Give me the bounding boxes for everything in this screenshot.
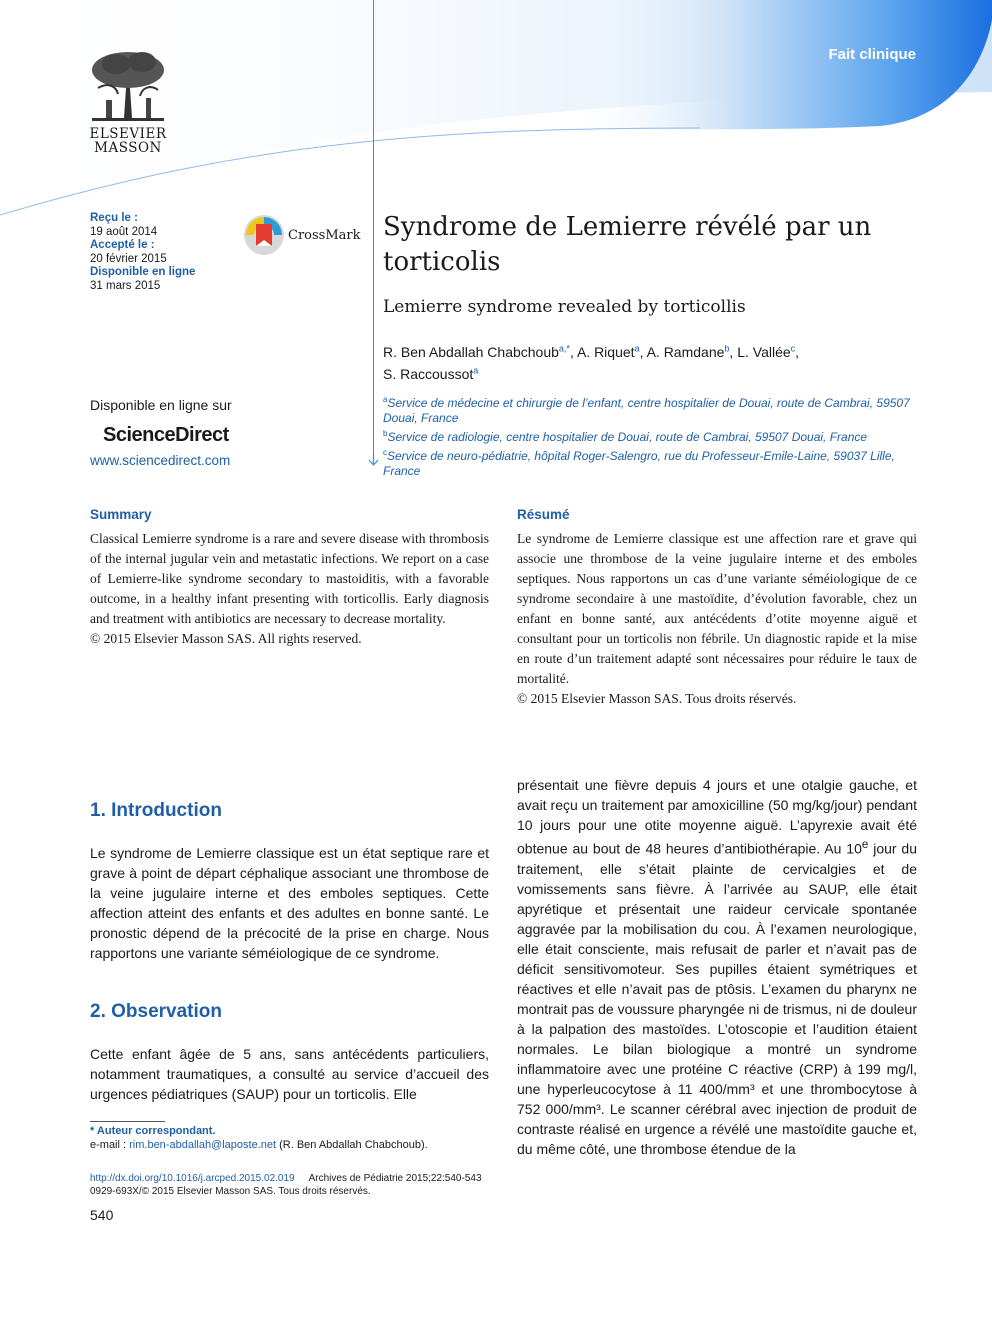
observation-paragraph-cont	[517, 775, 917, 1159]
affiliation-text: Service de neuro-pédiatrie, hôpital Roger-Salengro, rue du Professeur-Emile-Laine, 59037 Lille, France	[383, 449, 895, 478]
affiliation[interactable]	[383, 445, 923, 479]
crossmark-icon	[243, 214, 285, 256]
vertical-rule	[373, 0, 374, 462]
resume-copyright: © 2015 Elsevier Masson SAS. Tous droits réservés.	[517, 691, 797, 706]
email-label: e-mail :	[90, 1139, 130, 1151]
online-date: 31 mars 2015	[90, 279, 161, 292]
affiliation-mark: a	[383, 395, 388, 404]
affiliation[interactable]	[383, 426, 923, 445]
author	[647, 344, 738, 360]
article-title: Syndrome de Lemierre révélé par un torticolis	[383, 212, 872, 277]
article-subtitle: Lemierre syndrome revealed by torticollis	[383, 297, 746, 317]
affiliation-text: Service de radiologie, centre hospitalier de Douai, route de Cambrai, 59507 Douai, France	[387, 430, 868, 444]
author-separator: ,	[569, 343, 577, 360]
author-affil-mark[interactable]: c	[790, 343, 796, 353]
summary-text: Classical Lemierre syndrome is a rare and severe disease with thrombosis of the internal jugular vein and metastatic infections. We report on a case of Lemierre-like syndrome secondary to mastoiditis, with a favorable outcome, in a healthy infant presenting with torticollis. Early diagnosis and treatment with antibiotics are necessary to decrease mortality.	[90, 531, 489, 626]
author	[383, 344, 577, 360]
article-dates	[90, 212, 195, 293]
online-label: Disponible en ligne	[90, 266, 196, 278]
author-affil-mark[interactable]: a	[634, 343, 640, 353]
observation-paragraph: Cette enfant âgée de 5 ans, sans antécédents particuliers, notamment traumatiques, a consulté au service d’accueil des urgences pédiatriques (SAUP) pour un torticolis. Elle	[90, 1046, 489, 1102]
tree-icon	[88, 48, 168, 123]
summary-heading: Summary	[90, 507, 152, 522]
page-number: 540	[90, 1207, 114, 1223]
author	[383, 366, 478, 382]
author-name: A. Ramdane	[646, 343, 725, 360]
issn-line: 0929-693X/© 2015 Elsevier Masson SAS. Tous droits réservés.	[90, 1186, 371, 1197]
affiliation-mark: b	[383, 429, 388, 438]
author-name: R. Ben Abdallah Chabchoub	[383, 343, 559, 360]
author-separator: ,	[795, 343, 800, 360]
resume-text: Le syndrome de Lemierre classique est une affection rare et grave qui associe une thrombose de la veine jugulaire interne et des emboles septiques. Nous rapportons un cas d’une variante séméiologique de ce syndrome secondaire à une mastoïdite, d’évolution favorable, chez un enfant en bonne santé, aux antécédents d’otite moyenne aiguë et consultant pour un torticolis non fébrile. Un diagnostic rapide et la mise en route d’un traitement adapté sont nécessaires pour réduire le taux de mortalité.	[517, 531, 917, 686]
footnote-rule	[90, 1121, 165, 1122]
observation-text-part1: présentait une fièvre depuis 4 jours et une otalgie gauche, et avait reçu un traitement par amoxicilline (50 mg/kg/jour) pendant 10 jours pour une otite moyenne aiguë. L’apyrexie avait été obtenue au bout de 48 heures d’antibiothérapie. Au	[517, 777, 917, 857]
author-list	[383, 339, 903, 384]
sciencedirect-link[interactable]: www.sciencedirect.com	[90, 453, 231, 468]
accepted-date: 20 février 2015	[90, 252, 167, 265]
affiliation-mark: c	[383, 448, 387, 457]
author-name: L. Vallée	[737, 343, 791, 360]
introduction-paragraph: Le syndrome de Lemierre classique est un état septique rare et grave à point de départ céphalique associant une thrombose de la veine jugulaire interne et des emboles septiques. Cette affection atteint des enfants et des adultes en bonne santé. Le pronostic dépend de la précocité de la prise en charge. Nous rapportons une variante séméiologique de ce syndrome.	[90, 845, 489, 961]
doi-line	[90, 1172, 482, 1185]
publisher-name	[88, 127, 168, 155]
publisher-line2: MASSON	[94, 140, 162, 156]
email-line	[90, 1138, 490, 1152]
section-heading-observation: 2. Observation	[90, 1001, 222, 1022]
ordinal-suffix: e	[861, 838, 869, 851]
observation-text	[90, 1044, 489, 1104]
author	[577, 344, 647, 360]
publisher-line1: ELSEVIER	[89, 126, 167, 142]
crossmark-label: CrossMark	[288, 228, 361, 243]
article-type-label: Fait clinique	[828, 46, 916, 63]
resume-body	[517, 529, 917, 709]
observation-continued	[517, 775, 917, 1159]
author-name: A. Riquet	[576, 343, 635, 360]
accepted-label: Accepté le :	[90, 239, 155, 251]
introduction-text	[90, 843, 489, 963]
corresponding-author-note: * Auteur correspondant.	[90, 1125, 216, 1137]
author-separator: ,	[639, 343, 647, 360]
crossmark-badge[interactable]	[243, 214, 361, 256]
affiliation-list	[383, 392, 923, 479]
day-number: 10	[846, 840, 862, 857]
email-owner: (R. Ben Abdallah Chabchoub).	[276, 1139, 428, 1151]
author-affil-mark[interactable]: a	[473, 365, 479, 376]
email-link[interactable]: rim.ben-abdallah@laposte.net	[129, 1139, 277, 1151]
observation-text-part2: jour du traitement, elle s’était plainte de cervicalgies et de vomissements sans fièvre. À l’arrivée au SAUP, elle était apyrétique et présentait une raideur cervicale spontanée aggravée par la mobilisation du cou. À l’examen neurologique, elle était consciente, mais refusait de parler et n’avait pas de déficit sensitivomoteur. Ses pupilles étaient symétriques et réactives et elle n’avait pas de ptôsis. L’examen du pharynx ne montrait pas de voussure pharyngée ni de trismus, ni de douleur à la palpation des mastoïdes. L’otoscopie et l’audition étaient normales. Le bilan biologique a montré un syndrome inflammatoire avec une protéine C réactive (CRP) à 199 mg/l, une hyperleucocytose à 11 400/mm³ et une thrombocytose à 752 000/mm³. Le scanner cérébral avec injection de produit de contraste réalisé en urgence a révélé une mastoïdite gauche et, du même côté, une thrombose étendue de la	[517, 840, 918, 1157]
summary-copyright: © 2015 Elsevier Masson SAS. All rights reserved.	[90, 631, 362, 646]
footnote	[90, 1124, 490, 1152]
elsevier-logo	[88, 48, 168, 158]
chevron-down-icon	[367, 452, 380, 466]
author-affil-mark[interactable]: a,*	[558, 343, 570, 353]
received-label: Reçu le :	[90, 212, 138, 224]
resume-heading: Résumé	[517, 507, 570, 522]
author	[737, 344, 799, 360]
author-separator: ,	[729, 343, 738, 360]
doi-link[interactable]: http://dx.doi.org/10.1016/j.arcped.2015.02.019	[90, 1173, 295, 1184]
journal-citation: Archives de Pédiatrie 2015;22:540-543	[308, 1173, 482, 1184]
affiliation-text: Service de médecine et chirurgie de l’enfant, centre hospitalier de Douai, route de Cambrai, 59507 Douai, France	[383, 396, 910, 425]
sciencedirect-logo: ScienceDirect	[103, 424, 229, 446]
doi-block	[90, 1172, 482, 1198]
section-heading-introduction: 1. Introduction	[90, 800, 222, 821]
summary-body	[90, 529, 489, 649]
availability-label: Disponible en ligne sur	[90, 397, 232, 413]
author-name: S. Raccoussot	[383, 366, 474, 383]
received-date: 19 août 2014	[90, 225, 158, 238]
author-affil-mark[interactable]: b	[724, 343, 730, 353]
affiliation[interactable]	[383, 392, 923, 426]
